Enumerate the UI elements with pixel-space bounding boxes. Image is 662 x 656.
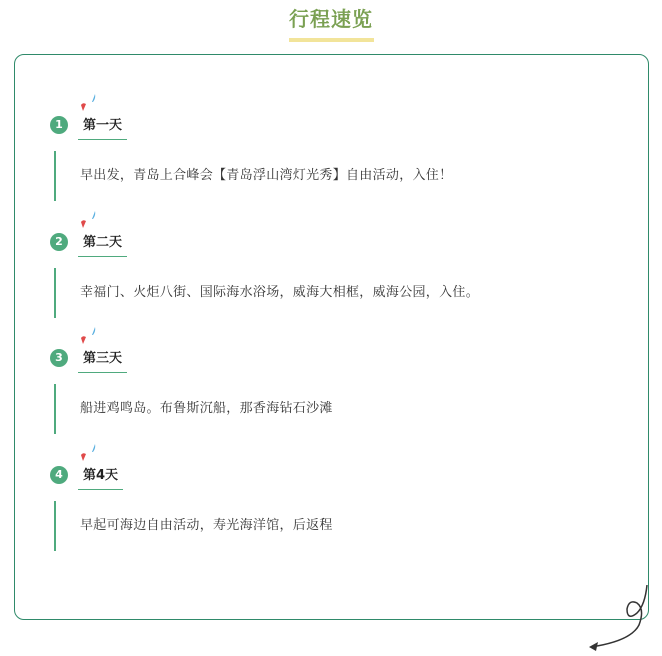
day-number-badge: 4 bbox=[50, 466, 68, 484]
day-description: 早起可海边自由活动，寿光海洋馆，后返程 bbox=[80, 518, 333, 533]
timeline-line bbox=[54, 151, 56, 201]
deco-icon bbox=[78, 443, 100, 463]
day-label: 第一天 bbox=[78, 117, 127, 140]
day-label: 第4天 bbox=[78, 467, 123, 490]
title-wrap bbox=[0, 0, 662, 34]
day-label: 第二天 bbox=[78, 234, 127, 257]
deco-icon bbox=[78, 93, 100, 113]
day-number-badge: 2 bbox=[50, 233, 68, 251]
deco-icon bbox=[78, 326, 100, 346]
timeline-line bbox=[54, 384, 56, 434]
timeline-line bbox=[54, 268, 56, 318]
day-description: 船进鸡鸣岛。布鲁斯沉船，那香海钻石沙滩 bbox=[80, 401, 333, 416]
day-number-badge: 3 bbox=[50, 349, 68, 367]
day-description: 幸福门、火炬八街、国际海水浴场，威海大相框，威海公园，入住。 bbox=[80, 285, 480, 300]
title-underline bbox=[289, 38, 374, 42]
day-number-badge: 1 bbox=[50, 116, 68, 134]
day-label: 第三天 bbox=[78, 350, 127, 373]
deco-icon bbox=[78, 210, 100, 230]
itinerary-card bbox=[14, 54, 649, 620]
day-description: 早出发，青岛上合峰会【青岛浮山湾灯光秀】自由活动，入住！ bbox=[80, 168, 453, 183]
curly-arrow-icon bbox=[585, 585, 657, 653]
timeline-line bbox=[54, 501, 56, 551]
page-title: 行程速览 bbox=[289, 7, 373, 31]
